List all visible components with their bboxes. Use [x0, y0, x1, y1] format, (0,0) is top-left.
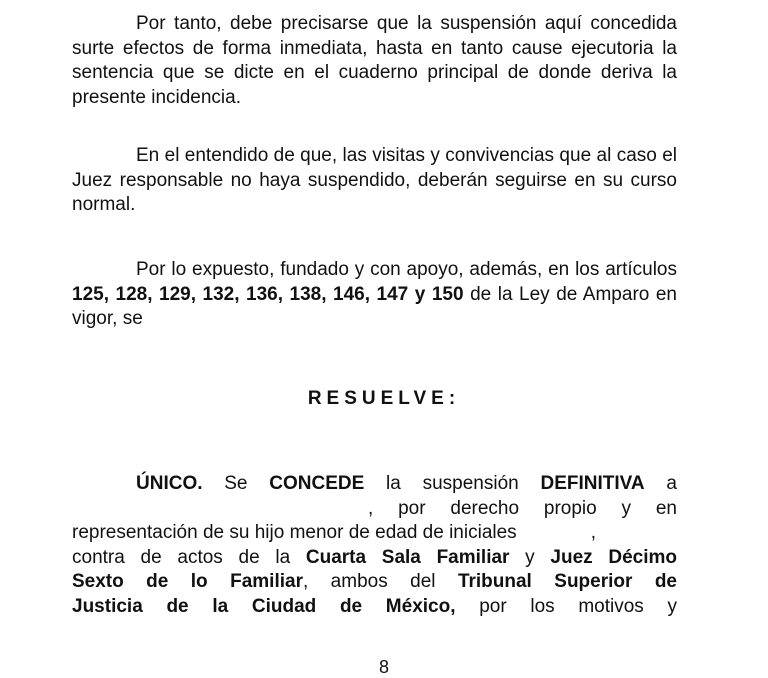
ruling-text: a [644, 473, 677, 494]
ruling-text: , ambos del [302, 571, 458, 592]
ruling-text: Se [202, 473, 270, 494]
ruling-line-2 [72, 497, 677, 522]
ruling-line-1 [72, 472, 677, 497]
juez-label-b: Sexto de lo Familiar [72, 571, 303, 592]
resolution-heading: RESUELVE: [307, 388, 461, 409]
concede-label: CONCEDE [269, 473, 365, 494]
ruling-text: contra de actos de la [72, 546, 306, 568]
ruling-text: por los motivos y [455, 595, 678, 617]
cuarta-sala-label: Cuarta Sala Familiar [305, 546, 510, 568]
ruling-text: la suspensión [364, 473, 541, 494]
tribunal-label-a: Tribunal Superior de [457, 571, 677, 592]
ruling-text: y [509, 546, 551, 568]
paragraph-legal-basis [72, 258, 677, 332]
paragraph-suspension-effects-text: Por tanto, debe precisarse que la suspensión aquí concedida surte efectos de forma inmediata, hasta en tanto cause ejecutoria la sentencia que se dicte en el cuaderno principal de donde deriva la presente incidencia. [72, 13, 677, 108]
ruling-line-3 [72, 521, 677, 546]
ruling-line-4 [72, 546, 677, 571]
ruling-text: , [590, 522, 596, 543]
page-number: 8 [378, 657, 389, 677]
legal-basis-lead: Por lo expuesto, fundado y con apoyo, además, en los artículos [136, 259, 677, 280]
juez-label-a: Juez Décimo [550, 546, 677, 568]
paragraph-visits-text: En el entendido de que, las visitas y convivencias que al caso el Juez responsable no haya suspendido, deberán seguirse en su curso normal. [72, 145, 677, 215]
unico-label: ÚNICO. [136, 473, 203, 494]
paragraph-ruling [72, 472, 677, 619]
redacted-initials [517, 522, 591, 540]
definitiva-label: DEFINITIVA [540, 473, 645, 494]
ruling-text: representación de su hijo menor de edad de iniciales [72, 522, 517, 543]
ruling-line-6 [72, 595, 677, 620]
paragraph-suspension-effects [72, 12, 677, 110]
articles-list: 125, 128, 129, 132, 136, 138, 146, 147 y 150 [72, 283, 464, 305]
redacted-name [72, 498, 368, 516]
tribunal-label-b: Justicia de la Ciudad de México, [72, 595, 456, 617]
ruling-line-5 [72, 570, 677, 595]
paragraph-visits [72, 144, 677, 218]
ruling-text: , por derecho propio y en [368, 497, 677, 519]
legal-basis-trail: de la Ley de Amparo en vigor, se [72, 283, 677, 329]
